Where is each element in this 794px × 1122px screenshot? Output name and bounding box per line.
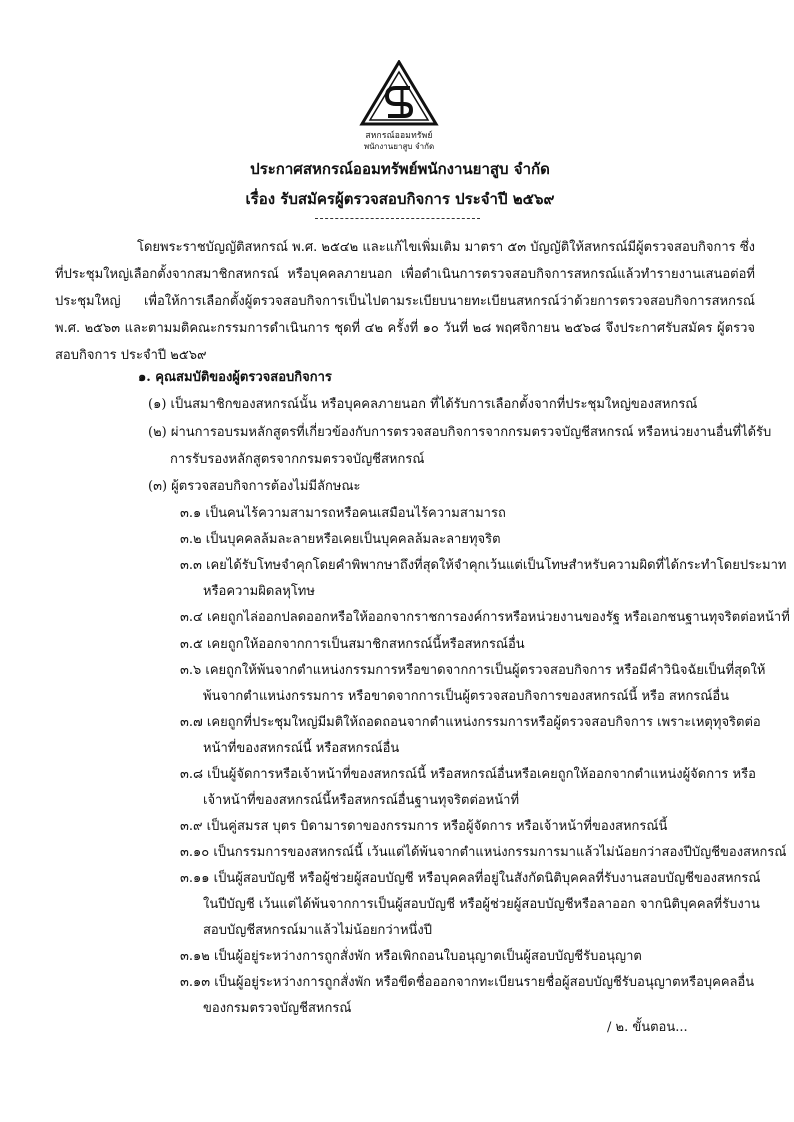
title-divider (315, 218, 480, 219)
page-subtitle: เรื่อง รับสมัครผู้ตรวจสอบกิจการ ประจำปี ๒๕๖๙ (245, 190, 555, 208)
prohibition-3-10: ๓.๑๐ เป็นกรรมการของสหกรณ์นี้ เว้นแต่ได้พ้นจากตำแหน่งกรรมการมาแล้วไม่น้อยกว่าสองปีบัญชีของสหกรณ์ (180, 845, 787, 860)
qualification-item-1: (๑) เป็นสมาชิกของสหกรณ์นั้น หรือบุคคลภายนอก ที่ได้รับการเลือกตั้งจากที่ประชุมใหญ่ของสหกรณ์ (148, 397, 698, 412)
qualification-item-2: (๒) ผ่านการอบรมหลักสูตรที่เกี่ยวข้องกับการตรวจสอบกิจการจากกรมตรวจบัญชีสหกรณ์ หรือหน่วยงานอื่นที่ได้รับ (148, 425, 772, 440)
logo-text-line2: พนักงานยาสูบ จำกัด (363, 142, 435, 151)
qualification-item-3: (๓) ผู้ตรวจสอบกิจการต้องไม่มีลักษณะ (148, 479, 361, 494)
prohibition-3-13-cont: ของกรมตรวจบัญชีสหกรณ์ (203, 1001, 352, 1016)
prohibition-3-13: ๓.๑๓ เป็นผู้อยู่ระหว่างการถูกสั่งพัก หรือขีดชื่อออกจากทะเบียนรายชื่อผู้สอบบัญชีรับอนุญาตหรือบุคคลอื่น (180, 975, 755, 990)
continuation-note: / ๒. ขั้นตอน... (607, 1020, 688, 1035)
page-title: ประกาศสหกรณ์ออมทรัพย์พนักงานยาสูบ จำกัด (250, 160, 550, 178)
prohibition-3-7-cont: หน้าที่ของสหกรณ์นี้ หรือสหกรณ์อื่น (203, 741, 400, 756)
intro-paragraph (55, 234, 755, 369)
prohibition-3-7: ๓.๗ เคยถูกที่ประชุมใหญ่มีมติให้ถอดถอนจากตำแหน่งกรรมการหรือผู้ตรวจสอบกิจการ เพราะเหตุทุจริตต่อ (180, 715, 761, 730)
prohibition-3-4: ๓.๔ เคยถูกไล่ออกปลดออกหรือให้ออกจากราชการองค์การหรือหน่วยงานของรัฐ หรือเอกชนฐานทุจริตต่อหน้าที่ (180, 610, 790, 625)
prohibition-3-9: ๓.๙ เป็นคู่สมรส บุตร บิดามารดาของกรรมการ หรือผู้จัดการ หรือเจ้าหน้าที่ของสหกรณ์นี้ (180, 819, 668, 834)
prohibition-3-11-cont2: สอบบัญชีสหกรณ์มาแล้วไม่น้อยกว่าหนึ่งปี (203, 923, 433, 938)
prohibition-3-2: ๓.๒ เป็นบุคคลล้มละลายหรือเคยเป็นบุคคลล้มละลายทุจริต (180, 532, 501, 547)
prohibition-3-8: ๓.๘ เป็นผู้จัดการหรือเจ้าหน้าที่ของสหกรณ์นี้ หรือสหกรณ์อื่นหรือเคยถูกให้ออกจากตำแหน่งผู้จัดการ หรือ (180, 767, 756, 782)
cooperative-logo (354, 60, 444, 158)
prohibition-3-6: ๓.๖ เคยถูกให้พ้นจากตำแหน่งกรรมการหรือขาดจากการเป็นผู้ตรวจสอบกิจการ หรือมีคำวินิจฉัยเป็นที่สุดให้ (180, 663, 766, 678)
logo-text-line1: สหกรณ์ออมทรัพย์ (365, 131, 433, 141)
prohibition-3-11-cont: ในปีบัญชี เว้นแต่ได้พ้นจากการเป็นผู้สอบบัญชี หรือผู้ช่วยผู้สอบบัญชีหรือลาออก จากนิติบุคคลที่รับงาน (203, 897, 760, 912)
qualification-item-2-cont: การรับรองหลักสูตรจากกรมตรวจบัญชีสหกรณ์ (170, 452, 425, 467)
prohibition-3-5: ๓.๕ เคยถูกให้ออกจากการเป็นสมาชิกสหกรณ์นี้หรือสหกรณ์อื่น (180, 637, 525, 652)
prohibition-3-12: ๓.๑๒ เป็นผู้อยู่ระหว่างการถูกสั่งพัก หรือเพิกถอนใบอนุญาตเป็นผู้สอบบัญชีรับอนุญาต (180, 949, 642, 964)
prohibition-3-1: ๓.๑ เป็นคนไร้ความสามารถหรือคนเสมือนไร้ความสามารถ (180, 506, 506, 521)
section-heading: ๑. คุณสมบัติของผู้ตรวจสอบกิจการ (138, 370, 332, 385)
triangle-emblem-icon (354, 60, 444, 126)
prohibition-3-3: ๓.๓ เคยได้รับโทษจำคุกโดยคำพิพากษาถึงที่สุดให้จำคุกเว้นแต่เป็นโทษสำหรับความผิดที่ได้กระทำโดยประมาท (180, 558, 787, 573)
intro-text: โดยพระราชบัญญัติสหกรณ์ พ.ศ. ๒๕๔๒ และแก้ไขเพิ่มเติม มาตรา ๕๓ บัญญัติให้สหกรณ์มีผู้ตรวจสอบกิจการ ซึ่งที่ประชุมใหญ่เลือกตั้งจากสมาชิกสหกรณ์ หรือบุคคลภายนอก เพื่อดำเนินการตรวจสอบกิจการสหกรณ์แล้วทำรายงานเสนอต่อที่ประชุมใหญ่ เพื่อให้การเลือกตั้งผู้ตรวจสอบกิจการเป็นไปตามระเบียบนายทะเบียนสหกรณ์ว่าด้วยการตรวจสอบกิจการสหกรณ์ พ.ศ. ๒๕๖๓ และตามมติคณะกรรมการดำเนินการ ชุดที่ ๔๒ ครั้งที่ ๑๐ วันที่ ๒๘ พฤศจิกายน ๒๕๖๘ จึงประกาศรับสมัคร ผู้ตรวจสอบกิจการ ประจำปี ๒๕๖๙ (55, 240, 755, 363)
prohibition-3-6-cont: พ้นจากตำแหน่งกรรมการ หรือขาดจากการเป็นผู้ตรวจสอบกิจการของสหกรณ์นี้ หรือ สหกรณ์อื่น (203, 689, 730, 704)
prohibition-3-3-cont: หรือความผิดลหุโทษ (203, 584, 315, 599)
prohibition-3-11: ๓.๑๑ เป็นผู้สอบบัญชี หรือผู้ช่วยผู้สอบบัญชี หรือบุคคลที่อยู่ในสังกัดนิติบุคคลที่รับงานสอบบัญชีของสหกรณ์ (180, 871, 761, 886)
prohibition-3-8-cont: เจ้าหน้าที่ของสหกรณ์นี้หรือสหกรณ์อื่นฐานทุจริตต่อหน้าที่ (203, 793, 520, 808)
